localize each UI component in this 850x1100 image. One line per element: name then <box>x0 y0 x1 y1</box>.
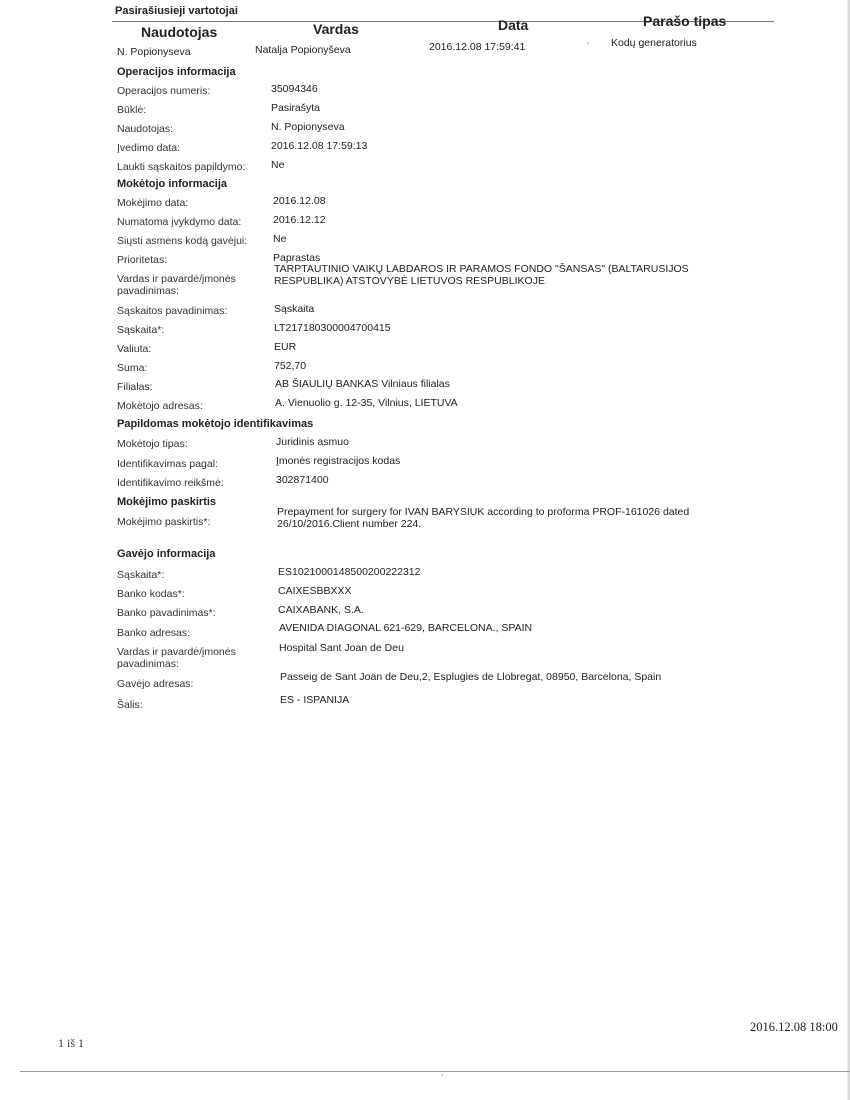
label-bank-name: Banko pavadinimas*: <box>117 607 216 619</box>
signer-signature-type: Kodų generatorius <box>611 37 697 49</box>
label-branch: Filialas: <box>117 381 153 393</box>
label-wait-topup: Laukti sąskaitos papildymo: <box>117 161 246 173</box>
label-operation-user: Naudotojas: <box>117 123 174 135</box>
label-payer-address: Mokėtojo adresas: <box>117 400 203 412</box>
value-currency: EUR <box>274 341 297 353</box>
value-status: Pasirašyta <box>271 102 321 114</box>
label-execution-date: Numatoma įvykdymo data: <box>117 216 242 228</box>
value-payment-purpose: Prepayment for surgery for IVAN BARYSIUK according to proforma PROF-161026 dated 26/10/2016.Client number 224. <box>277 506 690 530</box>
section-title-payer: Mokėtojo informacija <box>117 178 228 190</box>
value-branch: AB ŠIAULIŲ BANKAS Vilniaus filialas <box>275 378 450 390</box>
section-title-payer-id: Papildomas mokėtojo identifikavimas <box>117 418 314 430</box>
value-id-by: Įmonės registracijos kodas <box>276 455 401 467</box>
label-beneficiary-address: Gavėjo adresas: <box>117 678 194 690</box>
value-beneficiary-name: Hospital Sant Joan de Deu <box>279 642 404 654</box>
scan-speck <box>587 42 589 44</box>
signer-user: N. Popionyseva <box>117 46 191 58</box>
footer-divider <box>20 1071 850 1072</box>
label-bank-address: Banko adresas: <box>117 627 190 639</box>
label-payer-account: Sąskaita*: <box>117 324 165 336</box>
value-beneficiary-address: Passeig de Sant Joan de Deu,2, Esplugies de Llobregat, 08950, Barcelona, Spain <box>280 671 662 683</box>
value-bank-code: CAIXESBBXXX <box>278 585 352 597</box>
label-id-value: Identifikavimo reikšmė: <box>117 477 224 489</box>
value-beneficiary-account: ES1021000148500200222312 <box>278 566 421 578</box>
label-beneficiary-account: Sąskaita*: <box>117 569 165 581</box>
value-bank-name: CAIXABANK, S.A. <box>278 604 364 616</box>
column-header-user: Naudotojas <box>141 24 218 40</box>
scan-speck <box>441 1074 443 1076</box>
value-payer-name: TARPTAUTINIO VAIKŲ LABDAROS IR PARAMOS FONDO "ŠANSAS" (BALTARUSIJOS RESPUBLIKA) ATSTOVYBĖ LIETUVOS RESPUBLIKOJE <box>274 263 689 287</box>
value-amount: 752,70 <box>274 360 307 372</box>
column-header-date: Data <box>498 17 529 33</box>
label-operation-number: Operacijos numeris: <box>117 85 211 97</box>
value-payer-type: Juridinis asmuo <box>276 436 349 448</box>
label-entry-date: Įvedimo data: <box>117 142 181 154</box>
value-execution-date: 2016.12.12 <box>273 214 326 226</box>
section-title-beneficiary: Gavėjo informacija <box>117 548 216 560</box>
label-payment-date: Mokėjimo data: <box>117 197 189 209</box>
label-payer-name: Vardas ir pavardė/įmonės pavadinimas: <box>117 273 236 297</box>
label-country: Šalis: <box>117 699 143 711</box>
value-priority: Paprastas <box>273 252 321 264</box>
signers-title: Pasirašiusieji vartotojai <box>115 5 238 17</box>
value-send-personal-code: Ne <box>273 233 287 245</box>
section-title-operation: Operacijos informacija <box>117 66 236 78</box>
label-payment-purpose: Mokėjimo paskirtis*: <box>117 516 211 528</box>
value-payer-account: LT217180300004700415 <box>274 322 391 334</box>
column-header-signature-type: Parašo tipas <box>643 13 727 29</box>
label-amount: Suma: <box>117 362 148 374</box>
label-account-name: Sąskaitos pavadinimas: <box>117 305 228 317</box>
label-priority: Prioritetas: <box>117 254 168 266</box>
value-wait-topup: Ne <box>271 159 285 171</box>
value-id-value: 302871400 <box>276 474 329 486</box>
value-account-name: Sąskaita <box>274 303 315 315</box>
value-country: ES - ISPANIJA <box>280 694 350 706</box>
label-send-personal-code: Siųsti asmens kodą gavėjui: <box>117 235 248 247</box>
label-currency: Valiuta: <box>117 343 152 355</box>
label-id-by: Identifikavimas pagal: <box>117 458 218 470</box>
value-payer-address: A. Vienuolio g. 12-35, Vilnius, LIETUVA <box>275 397 458 409</box>
label-bank-code: Banko kodas*: <box>117 588 185 600</box>
value-entry-date: 2016.12.08 17:59:13 <box>271 140 368 152</box>
page-number: 1 iš 1 <box>58 1036 85 1050</box>
print-datetime: 2016.12.08 18:00 <box>750 1020 838 1034</box>
value-operation-user: N. Popionyseva <box>271 121 345 133</box>
section-title-purpose: Mokėjimo paskirtis <box>117 496 217 508</box>
label-beneficiary-name: Vardas ir pavardė/įmonės pavadinimas: <box>117 646 236 670</box>
signer-name: Natalja Popionyševa <box>255 44 351 56</box>
label-payer-type: Mokėtojo tipas: <box>117 438 188 450</box>
value-operation-number: 35094346 <box>271 83 318 95</box>
value-payment-date: 2016.12.08 <box>273 195 326 207</box>
signer-date: 2016.12.08 17:59:41 <box>429 41 526 53</box>
value-bank-address: AVENIDA DIAGONAL 621-629, BARCELONA., SPAIN <box>279 622 533 634</box>
label-status: Būklė: <box>117 104 147 116</box>
column-header-name: Vardas <box>313 21 359 37</box>
